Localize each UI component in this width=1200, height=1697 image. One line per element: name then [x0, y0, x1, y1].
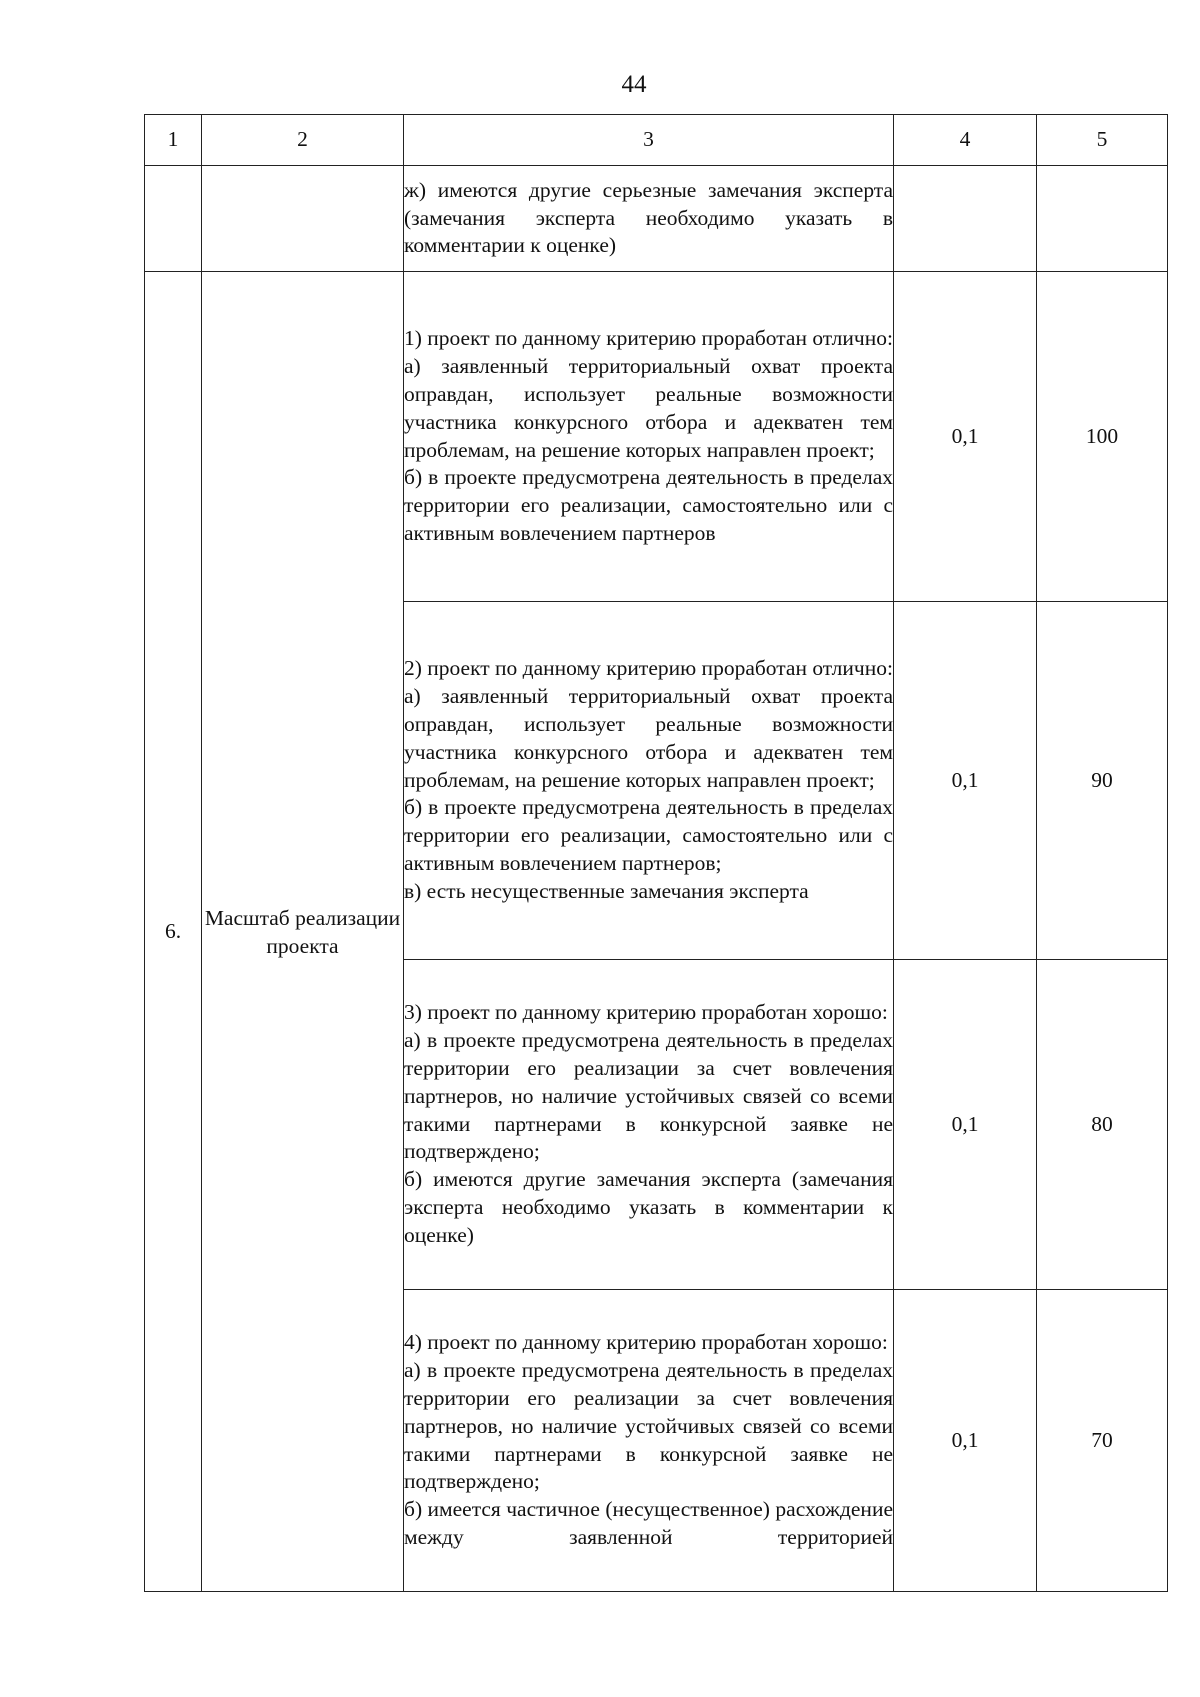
- option-line: 3) проект по данному критерию проработан хорошо:: [404, 1000, 888, 1025]
- page-number: 44: [621, 71, 647, 98]
- option-line: 2) проект по данному критерию проработан отлично:: [404, 656, 893, 681]
- option-line: 1) проект по данному критерию проработан отлично:: [404, 326, 893, 351]
- column-header-1: 1: [145, 115, 202, 166]
- column-header-2: 2: [202, 115, 404, 166]
- option-line: в) есть несущественные замечания эксперта: [404, 878, 809, 903]
- table-row: [145, 272, 1168, 602]
- option-line: б) в проекте предусмотрена деятельность в пределах территории его реализации, самостоятельно или с активным вовлечением партнеров;: [404, 795, 893, 875]
- option-line: а) в проекте предусмотрена деятельность в пределах территории его реализации за счет вовлечения партнеров, но наличие устойчивых связей со всеми такими партнерами в конкурсной заявке не подтверждено;: [404, 1358, 893, 1494]
- table-row-continued: [145, 166, 1168, 272]
- option-line: б) имеются другие замечания эксперта (замечания эксперта необходимо указать в комментарии к оценке): [404, 1167, 893, 1247]
- weight-cell: 0,1: [894, 960, 1037, 1290]
- column-header-5: 5: [1037, 115, 1168, 166]
- weight-cell-empty: [894, 166, 1037, 272]
- score-cell: 80: [1037, 960, 1168, 1290]
- weight-cell: 0,1: [894, 272, 1037, 602]
- option-line: а) заявленный территориальный охват проекта оправдан, использует реальные возможности участника конкурсного отбора и адекватен тем проблемам, на решение которых направлен проект;: [404, 354, 893, 462]
- criterion-cell-empty: [202, 166, 404, 272]
- option-text: [404, 272, 894, 602]
- table-header-row: [145, 115, 1168, 166]
- option-line: б) имеется частичное (несущественное) расхождение между заявленной территорией: [404, 1497, 893, 1549]
- score-cell: 70: [1037, 1290, 1168, 1592]
- option-line: ж) имеются другие серьезные замечания эксперта (замечания эксперта необходимо указать в комментарии к оценке): [404, 177, 893, 258]
- option-line: 4) проект по данному критерию проработан хорошо:: [404, 1330, 888, 1355]
- weight-cell: 0,1: [894, 602, 1037, 960]
- score-cell: 90: [1037, 602, 1168, 960]
- column-header-3: 3: [404, 115, 894, 166]
- score-cell: 100: [1037, 272, 1168, 602]
- weight-cell: 0,1: [894, 1290, 1037, 1592]
- option-text: [404, 166, 894, 272]
- score-cell-empty: [1037, 166, 1168, 272]
- criteria-table: [144, 114, 1168, 1592]
- criterion-name: Масштаб реализации проекта: [202, 272, 404, 1592]
- option-line: а) заявленный территориальный охват проекта оправдан, использует реальные возможности участника конкурсного отбора и адекватен тем проблемам, на решение которых направлен проект;: [404, 684, 893, 792]
- column-header-4: 4: [894, 115, 1037, 166]
- criterion-number: 6.: [145, 272, 202, 1592]
- option-text: [404, 960, 894, 1290]
- option-text: [404, 1290, 894, 1592]
- option-text: [404, 602, 894, 960]
- option-line: а) в проекте предусмотрена деятельность в пределах территории его реализации за счет вовлечения партнеров, но наличие устойчивых связей со всеми такими партнерами в конкурсной заявке не подтверждено;: [404, 1028, 893, 1164]
- number-cell-empty: [145, 166, 202, 272]
- option-line: б) в проекте предусмотрена деятельность в пределах территории его реализации, самостоятельно или с активным вовлечением партнеров: [404, 465, 893, 545]
